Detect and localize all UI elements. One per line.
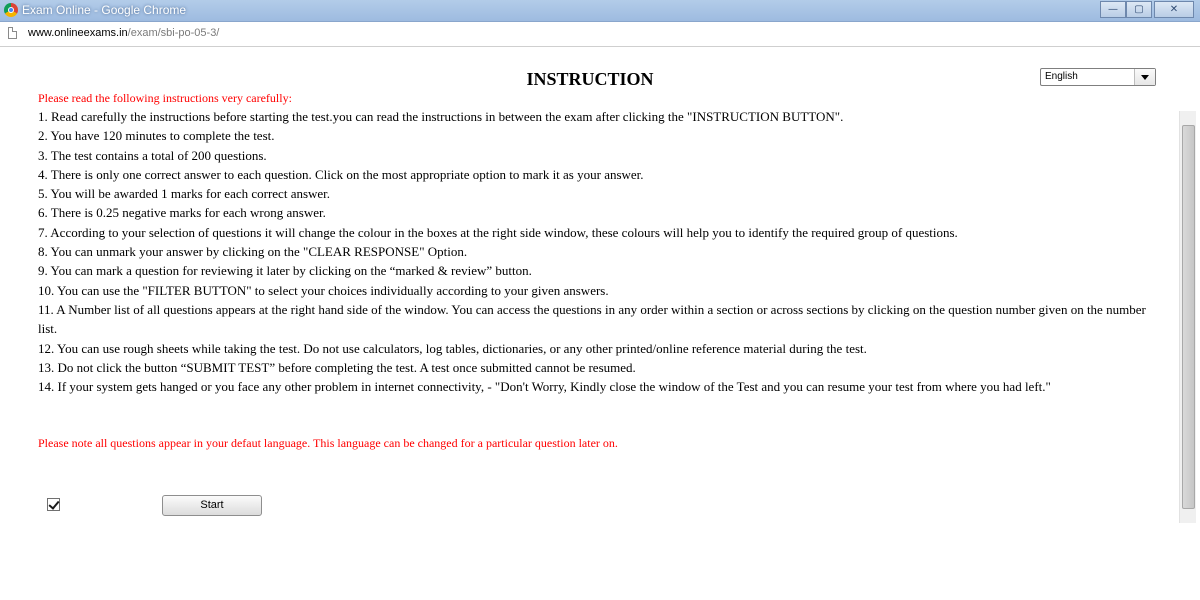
language-selected-value: English [1045, 71, 1078, 82]
instruction-item: 1. Read carefully the instructions before starting the test.you can read the instructions in between the exam after clicking the "INSTRUCTION BUTTON". [38, 109, 844, 124]
instruction-item: 10. You can use the "FILTER BUTTON" to select your choices individually according to your given answers. [38, 282, 609, 298]
instructions-list [38, 107, 1158, 396]
instruction-item: 9. You can mark a question for reviewing it later by clicking on the “marked & review” button. [38, 263, 532, 279]
window-title: Exam Online - Google Chrome [22, 3, 187, 17]
language-select[interactable] [1040, 68, 1156, 86]
scrollbar-thumb[interactable] [1182, 125, 1195, 509]
vertical-scrollbar[interactable] [1179, 111, 1196, 523]
page-title: INSTRUCTION [526, 69, 654, 89]
chrome-icon [4, 3, 18, 17]
instruction-item: 5. You will be awarded 1 marks for each correct answer. [38, 186, 331, 202]
instruction-item: 6. There is 0.25 negative marks for each wrong answer. [38, 205, 326, 221]
instruction-item: 12. You can use rough sheets while taking the test. Do not use calculators, log tables, dictionaries, or any other printed/online reference material during the test. [38, 340, 867, 356]
url-host: www.onlineexams.in [28, 27, 128, 39]
address-bar[interactable] [0, 22, 1200, 47]
maximize-button[interactable]: ▢ [1126, 1, 1152, 18]
instruction-item: 8. You can unmark your answer by clicking on the "CLEAR RESPONSE" Option. [38, 244, 468, 260]
window-titlebar [0, 0, 1200, 22]
instruction-item: 7. According to your selection of questions it will change the colour in the boxes at the right side window, these colours will help you to identify the required group of questions. [38, 224, 958, 240]
instructions-intro: Please read the following instructions very carefully: [38, 91, 292, 105]
instruction-item: 14. If your system gets hanged or you face any other problem in internet connectivity, - "Don't Worry, Kindly close the window of the Test and you can resume your test from where you had left." [38, 379, 1051, 395]
instruction-item: 2. You have 120 minutes to complete the test. [38, 128, 275, 144]
instruction-item: 11. A Number list of all questions appears at the right hand side of the window. You can access the questions in any order within a section or across sections by clicking on the question number given on the number list. [38, 301, 1146, 337]
instruction-item: 3. The test contains a total of 200 questions. [38, 147, 267, 163]
instruction-page [0, 47, 1200, 600]
agree-checkbox[interactable] [47, 498, 60, 511]
page-icon [8, 27, 17, 39]
instruction-item: 13. Do not click the button “SUBMIT TEST” before completing the test. A test once submitted cannot be resumed. [38, 359, 636, 375]
minimize-button[interactable]: — [1100, 1, 1126, 18]
url-text[interactable] [28, 27, 219, 39]
instruction-item: 4. There is only one correct answer to each question. Click on the most appropriate option to mark it as your answer. [38, 166, 644, 182]
chevron-down-icon[interactable] [1134, 69, 1155, 85]
start-button[interactable]: Start [162, 495, 262, 516]
close-button[interactable]: ✕ [1154, 1, 1194, 18]
window-controls [1100, 1, 1194, 18]
language-note: Please note all questions appear in your defaut language. This language can be changed for a particular question later on. [38, 436, 618, 450]
url-path: /exam/sbi-po-05-3/ [127, 27, 220, 39]
